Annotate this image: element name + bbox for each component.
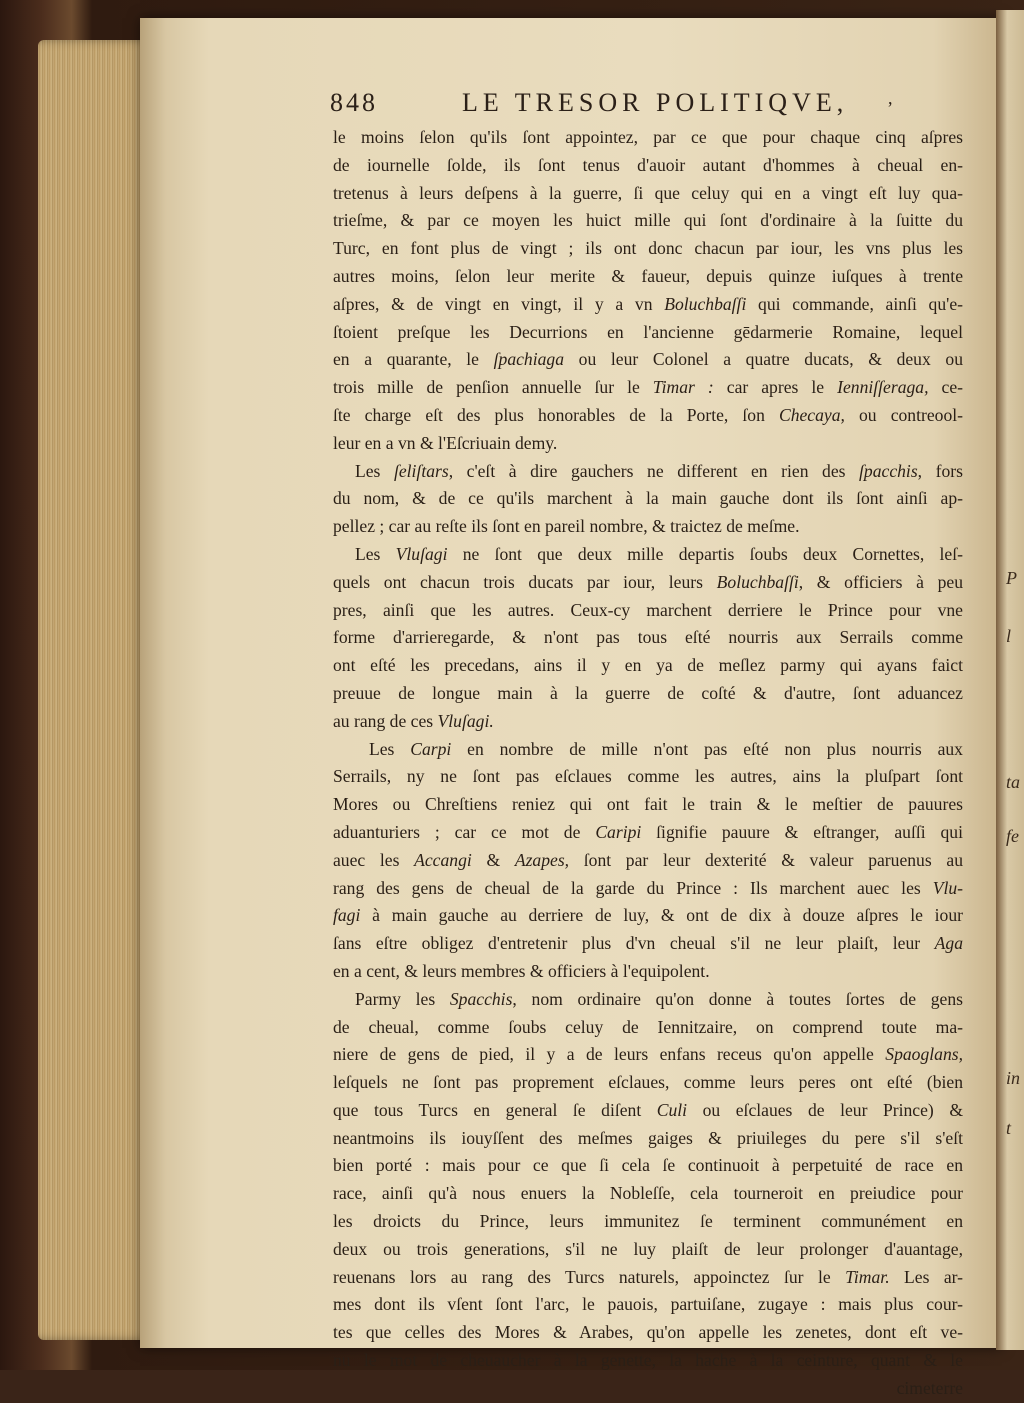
margin-fragment: t xyxy=(1006,1118,1012,1138)
header-mark: , xyxy=(888,88,896,108)
catchword: cimeterre xyxy=(896,1377,963,1398)
text-line: trois mille de penſion annuelle ſur le Timar : car apres le Ienniſſeraga, ce- xyxy=(333,377,963,398)
text-line: Les Vluſagi ne ſont que deux mille departis ſoubs deux Cornettes, leſ- xyxy=(355,543,963,564)
text-line: que tous Turcs en general ſe diſent Culi ou eſclaues de leur Prince) & xyxy=(333,1099,964,1120)
text-line: en a quarante, le ſpachiaga ou leur Colonel a quatre ducats, & deux ou xyxy=(333,349,964,370)
text-line: Turc, en font plus de vingt ; ils ont donc chacun par iour, les vns plus les xyxy=(333,238,963,259)
text-line: tes que celles des Mores & Arabes, qu'on appelle les zenetes, dont eſt ve- xyxy=(333,1322,963,1343)
text-line: rang des gens de cheual de la garde du Prince : Ils marchent auec les Vlu- xyxy=(333,877,963,898)
text-line: tretenus à leurs deſpens à la guerre, ſi que celuy qui en a vingt eſt luy qua- xyxy=(333,182,963,203)
text-line: mes dont ils vſent ſont l'arc, le pauois, partuiſane, zugaye : mais plus cour- xyxy=(333,1294,963,1315)
text-line: trieſme, & par ce moyen les huict mille qui ſont d'ordinaire à la ſuitte du xyxy=(333,210,963,231)
running-header xyxy=(330,88,970,124)
text-line: reuenans lors au rang des Turcs naturels, appoinctez ſur le Timar. Les ar- xyxy=(333,1266,964,1287)
text-line: niere de gens de pied, il y a de leurs enfans receus qu'on appelle Spaoglans, xyxy=(333,1044,963,1065)
text-line: Les Carpi en nombre de mille n'ont pas eſté non plus nourris aux xyxy=(369,738,963,759)
text-line: au rang de ces Vluſagi. xyxy=(333,710,494,731)
text-line: leur en a vn & l'Eſcriuain demy. xyxy=(333,432,558,453)
text-line: deux ou trois generations, s'il ne luy plaiſt de leur prolonger d'auantage, xyxy=(333,1238,963,1259)
text-line: fagi à main gauche au derriere de luy, & ont de dix à douze aſpres le iour xyxy=(333,905,963,926)
text-line: aduanturiers ; car ce mot de Caripi ſignifie pauure & eſtranger, auſſi qui xyxy=(333,821,963,842)
text-line: les droicts du Prince, leurs immunitez ſe terminent communément en xyxy=(333,1211,963,1232)
text-line: ſtoient preſque les Decurrions en l'ancienne gēdarmerie Romaine, lequel xyxy=(333,321,963,342)
text-line: race, ainſi qu'à nous enuers la Nobleſſe, cela tourneroit en preiudice pour xyxy=(333,1183,963,1204)
text-line: nu le mot de cheuaucher à la genette, la hache à la ceinture, quant & le xyxy=(333,1350,963,1371)
text-line: du nom, & de ce qu'ils marchent à la main gauche dont ils ſont ainſi ap- xyxy=(333,488,963,509)
margin-fragment: ta xyxy=(1006,772,1021,792)
page-number: 848 xyxy=(330,88,378,117)
text-line: forme d'arrieregarde, & n'ont pas tous eſté nourris aux Serrails comme xyxy=(333,627,963,648)
text-line: bien porté : mais pour ce que ſi cela ſe continuoit à perpetuité de race en xyxy=(333,1155,963,1176)
text-line: Les ſeliſtars, c'eſt à dire gauchers ne different en rien des ſpacchis, fors xyxy=(355,460,963,481)
book-fore-edge xyxy=(38,40,156,1340)
text-line: en a cent, & leurs membres & officiers à l'equipolent. xyxy=(333,960,710,981)
adjacent-page-edge xyxy=(996,10,1024,1350)
text-line: pellez ; car au reſte ils ſont en pareil nombre, & traictez de meſme. xyxy=(333,516,800,537)
text-line: Parmy les Spacchis, nom ordinaire qu'on donne à toutes ſortes de gens xyxy=(355,988,963,1009)
text-line: Mores ou Chreſtiens reniez qui ont fait le train & le meſtier de pauures xyxy=(333,794,963,815)
text-line: leſquels ne ſont pas proprement eſclaues, comme leurs peres ont eſté (bien xyxy=(333,1072,963,1093)
text-line: de cheual, comme ſoubs celuy de Iennitzaire, on comprend toute ma- xyxy=(333,1016,963,1037)
text-line: le moins ſelon qu'ils ſont appointez, par ce que pour chaque cinq aſpres xyxy=(333,127,963,147)
text-line: ſte charge eſt des plus honorables de la Porte, ſon Checaya, ou contreool- xyxy=(333,404,963,425)
text-line: quels ont chacun trois ducats par iour, leurs Boluchbaſſi, & officiers à peu xyxy=(333,571,963,592)
text-line: de iournelle ſolde, ils ſont tenus d'auoir autant d'hommes à cheual en- xyxy=(333,154,963,175)
text-line: ont eſté les precedans, ains il y en ya de meſlez parmy qui ayans faict xyxy=(333,655,963,676)
text-line: aſpres, & de vingt en vingt, il y a vn Boluchbaſſi qui commande, ainſi qu'e- xyxy=(333,293,963,314)
text-line: ſans eſtre obligez d'entretenir plus d'vn cheual s'il ne leur plaiſt, leur Aga xyxy=(333,933,963,954)
margin-fragment: l xyxy=(1006,626,1012,646)
margin-fragment: P xyxy=(1006,568,1017,588)
text-line: Serrails, ny ne ſont pas eſclaues comme les autres, ains la pluſpart ſont xyxy=(333,766,963,787)
text-line: neantmoins ils iouyſſent des meſmes gaiges & priuileges du pere s'il s'eſt xyxy=(333,1127,963,1148)
margin-fragment: in xyxy=(1006,1068,1021,1088)
text-line: preuue de longue main à la guerre de coſté & d'autre, ſont aduancez xyxy=(333,682,963,703)
running-title: LE TRESOR POLITIQVE, xyxy=(462,88,849,117)
page-text xyxy=(333,124,963,1403)
text-line: pres, ainſi que les autres. Ceux-cy marchent derriere le Prince pour vne xyxy=(333,599,963,620)
text-line: autres moins, ſelon leur merite & faueur, depuis quinze iuſques à trente xyxy=(333,265,963,286)
margin-fragment: fe xyxy=(1006,826,1019,846)
text-line: auec les Accangi & Azapes, ſont par leur dexterité & valeur paruenus au xyxy=(333,849,963,870)
